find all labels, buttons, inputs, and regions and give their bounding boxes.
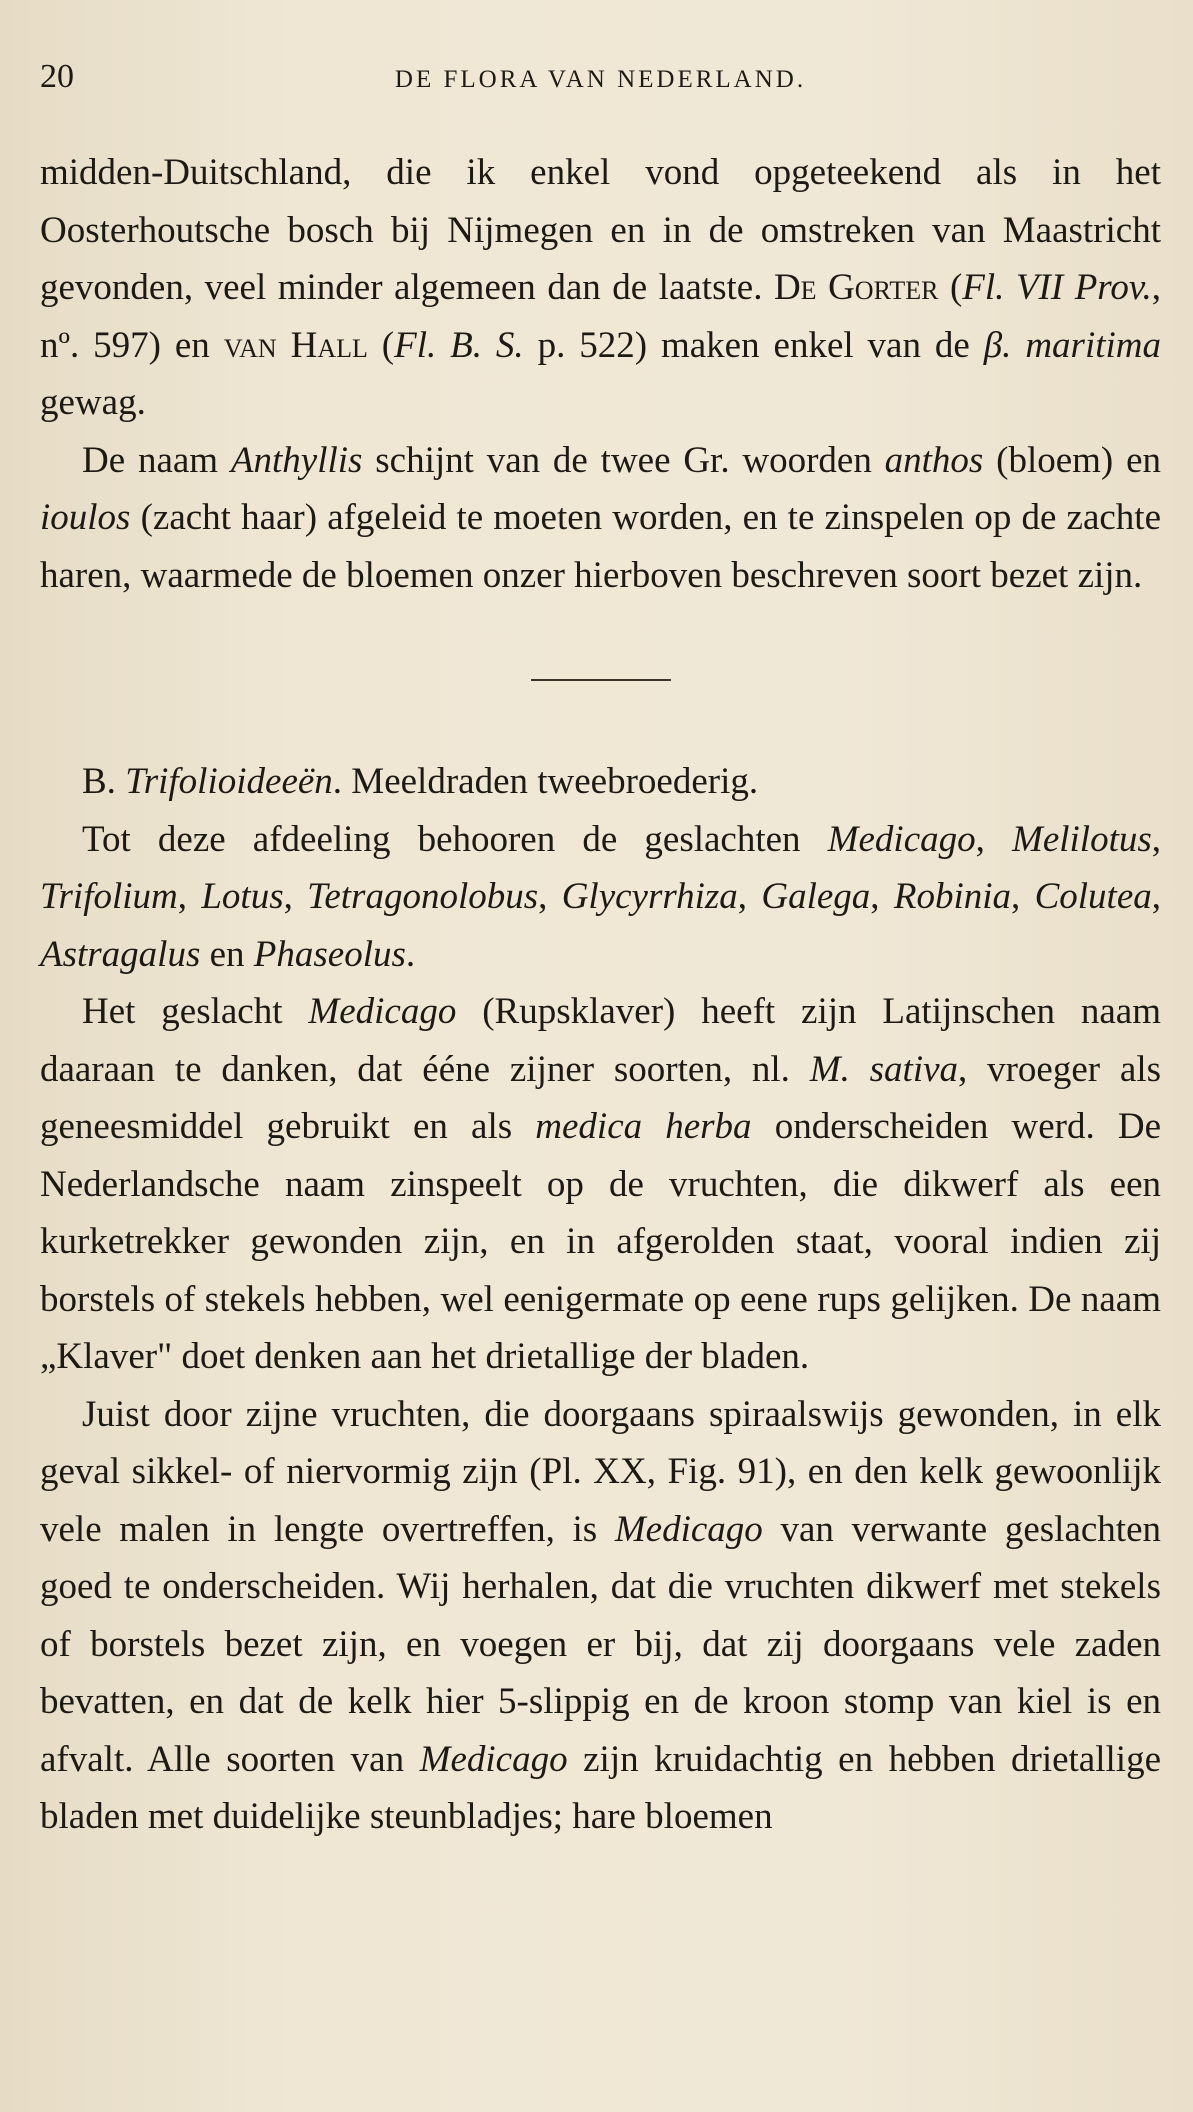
page-body [40, 144, 1161, 1846]
greek-word: ioulos [40, 497, 131, 538]
taxon-name: Anthyllis [230, 439, 363, 481]
page-number: 20 [40, 58, 74, 95]
genus-name: Trifolium [40, 876, 178, 917]
genus-name: Medicago [419, 1738, 568, 1780]
genus-name: Medicago [827, 818, 976, 860]
author-name: van Hall [223, 324, 368, 366]
section-heading: B. Trifolioideeën. Meeldraden tweebroederig. [82, 761, 759, 802]
paragraph-3: Tot deze afdeeling behooren de geslachten Medicago, Melilotus, Trifolium, Lotus, Tetragonolobus, Glycyrrhiza, Galega, Robinia, Colutea, Astragalus en Phaseolus. [40, 818, 1162, 975]
genus-name: Galega [761, 876, 871, 917]
genus-name: Colutea [1034, 876, 1152, 917]
genus-name: Glycyrrhiza [561, 876, 738, 917]
greek-word: anthos [884, 439, 984, 481]
paragraph-5: Juist door zijne vruchten, die doorgaans spiraalswijs gewonden, in elk geval sikkel- of niervormig zijn (Pl. XX, Fig. 91), en den kelk gewoonlijk vele malen in lengte overtreffen, is Medicago van verwante geslachten goed te onderscheiden. Wij herhalen, dat die vruchten dikwerf met stekels of borstels bezet zijn, en voegen er bij, dat zij doorgaans vele zaden bevatten, en dat de kelk hier 5-slippig en de kroon stomp van kiel is en afvalt. Alle soorten van Medicago zijn kruidachtig en hebben drietallige bladen met duidelijke steunbladjes; hare bloemen [40, 1393, 1161, 1837]
paragraph-1: midden-Duitschland, die ik enkel vond opgeteekend als in het Oosterhoutsche bosch bij Nijmegen en in de omstreken van Maastricht gevonden, veel minder algemeen dan de laatste. De Gorter (Fl. VII Prov., nº. 597) en van Hall (Fl. B. S. p. 522) maken enkel van de β. maritima gewag. [40, 152, 1162, 423]
taxon-name: Trifolioideeën [125, 761, 333, 802]
page-header [40, 52, 1161, 108]
genus-name: Robinia [893, 876, 1012, 917]
paragraph-4: Het geslacht Medicago (Rupsklaver) heeft zijn Latijnschen naam daaraan te danken, dat ééne zijner soorten, nl. M. sativa, vroeger als geneesmiddel gebruikt en als medica herba onderscheiden werd. De Nederlandsche naam zinspeelt op de vruchten, die dikwerf als een kurketrekker gewonden zijn, en in afgerolden staat, vooral indien zij borstels of stekels hebben, wel eenigermate op eene rups gelijken. De naam „Klaver" doet denken aan het drietallige der bladen. [40, 991, 1162, 1377]
genus-name: Astragalus [40, 933, 201, 975]
author-name: De Gorter [773, 267, 939, 308]
taxon-name: β. maritima [983, 324, 1162, 366]
section-divider [531, 679, 671, 681]
genus-name: Medicago [614, 1508, 763, 1550]
genus-name: Medicago [308, 991, 457, 1032]
genus-name: Tetragonolobus [307, 876, 539, 917]
paragraph-2: De naam Anthyllis schijnt van de twee Gr. woorden anthos (bloem) en ioulos (zacht haar) afgeleid te moeten worden, en te zinspelen op de zachte haren, waarmede de bloemen onzer hierboven beschreven soort bezet zijn. [40, 439, 1161, 596]
genus-name: Phaseolus [253, 933, 406, 975]
genus-name: Lotus [201, 876, 284, 917]
citation: Fl. B. S. [394, 324, 524, 366]
citation: Fl. VII Prov. [962, 267, 1152, 308]
latin-term: medica herba [535, 1106, 752, 1147]
running-title: DE FLORA VAN NEDERLAND. [394, 66, 807, 93]
species-name: M. sativa [809, 1048, 959, 1090]
genus-name: Melilotus [1012, 818, 1152, 860]
